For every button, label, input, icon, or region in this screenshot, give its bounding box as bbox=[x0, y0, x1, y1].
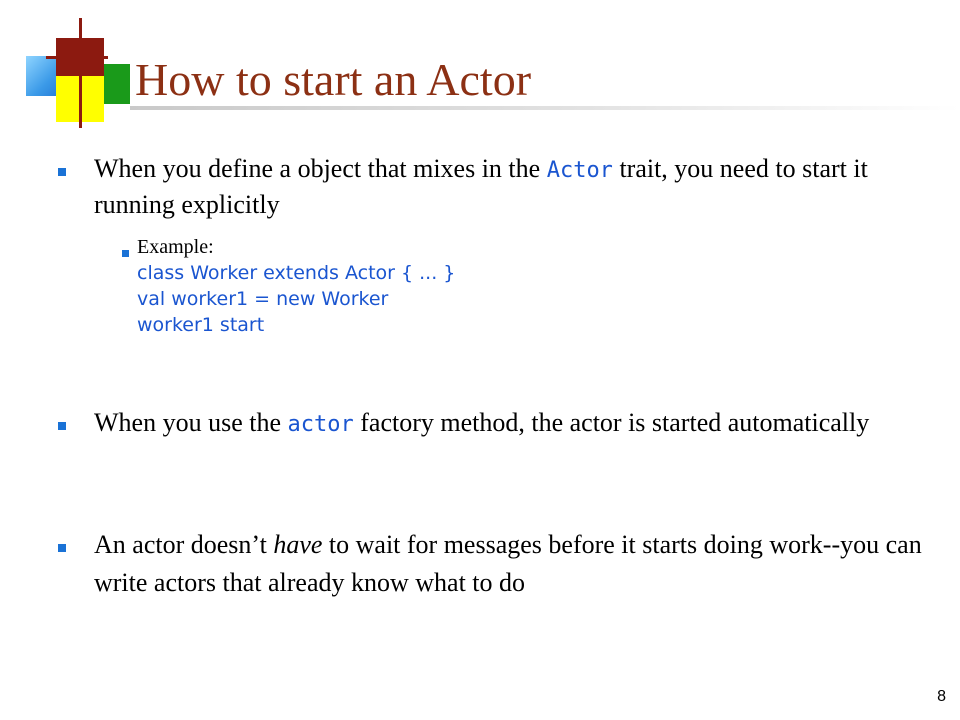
code-line: class Worker extends Actor { ... } bbox=[137, 262, 456, 284]
bullet-2-code: actor bbox=[287, 412, 354, 437]
bullet-1-before: When you define a object that mixes in the bbox=[94, 154, 547, 183]
bullet-1-after: trait, you need to start it running explicitly bbox=[94, 154, 868, 219]
sub-bullet-example bbox=[137, 234, 837, 338]
bullet-3-text bbox=[94, 526, 934, 602]
bullet-2-before: When you use the bbox=[94, 408, 288, 437]
page-number: 8 bbox=[937, 688, 946, 705]
bullet-marker bbox=[58, 422, 66, 430]
horizontal-line bbox=[46, 56, 108, 59]
bullet-1-code: Actor bbox=[546, 158, 613, 183]
sub-bullet-marker bbox=[122, 250, 129, 257]
vertical-line bbox=[79, 18, 82, 128]
code-line: val worker1 = new Worker bbox=[137, 288, 389, 310]
bullet-marker bbox=[58, 168, 66, 176]
bullet-1-text bbox=[94, 152, 934, 222]
bullet-marker bbox=[58, 544, 66, 552]
example-label: Example: bbox=[137, 236, 214, 258]
title-underline bbox=[130, 106, 960, 110]
bullet-3-emphasis: have bbox=[273, 530, 323, 559]
bullet-2-after: factory method, the actor is started automatically bbox=[353, 408, 870, 437]
bullet-3-before: An actor doesn’t bbox=[94, 530, 274, 559]
slide-title: How to start an Actor bbox=[135, 54, 532, 105]
bullet-3-after: to wait for messages before it starts doing work--you can write actors that already know what to do bbox=[94, 530, 922, 597]
bullet-2-text bbox=[94, 406, 934, 442]
code-line: worker1 start bbox=[137, 314, 265, 336]
green-square bbox=[104, 64, 130, 104]
